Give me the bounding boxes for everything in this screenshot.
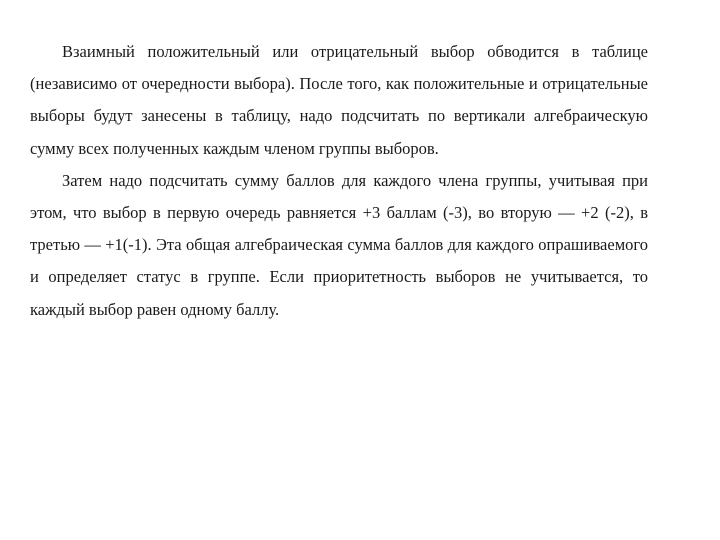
text-block xyxy=(30,36,648,326)
paragraph-2: Затем надо подсчитать сумму баллов для каждого члена группы, учитывая при этом, что выбор в первую очередь равняется +3 баллам (-3), во вторую — +2 (-2), в третью — +1(-1). Эта общая алгебраическая сумма баллов для каждого опрашиваемого и определяет статус в группе. Если приоритетность выборов не учитывается, то каждый выбор равен одному баллу. xyxy=(30,170,648,319)
paragraph-1: Взаимный положительный или отрицательный выбор обводится в таблице (независимо от очередности выбора). После того, как положительные и отрицательные выборы будут занесены в таблицу, надо подсчитать по вертикали алгебраическую сумму всех полученных каждым членом группы выборов. xyxy=(30,42,648,158)
